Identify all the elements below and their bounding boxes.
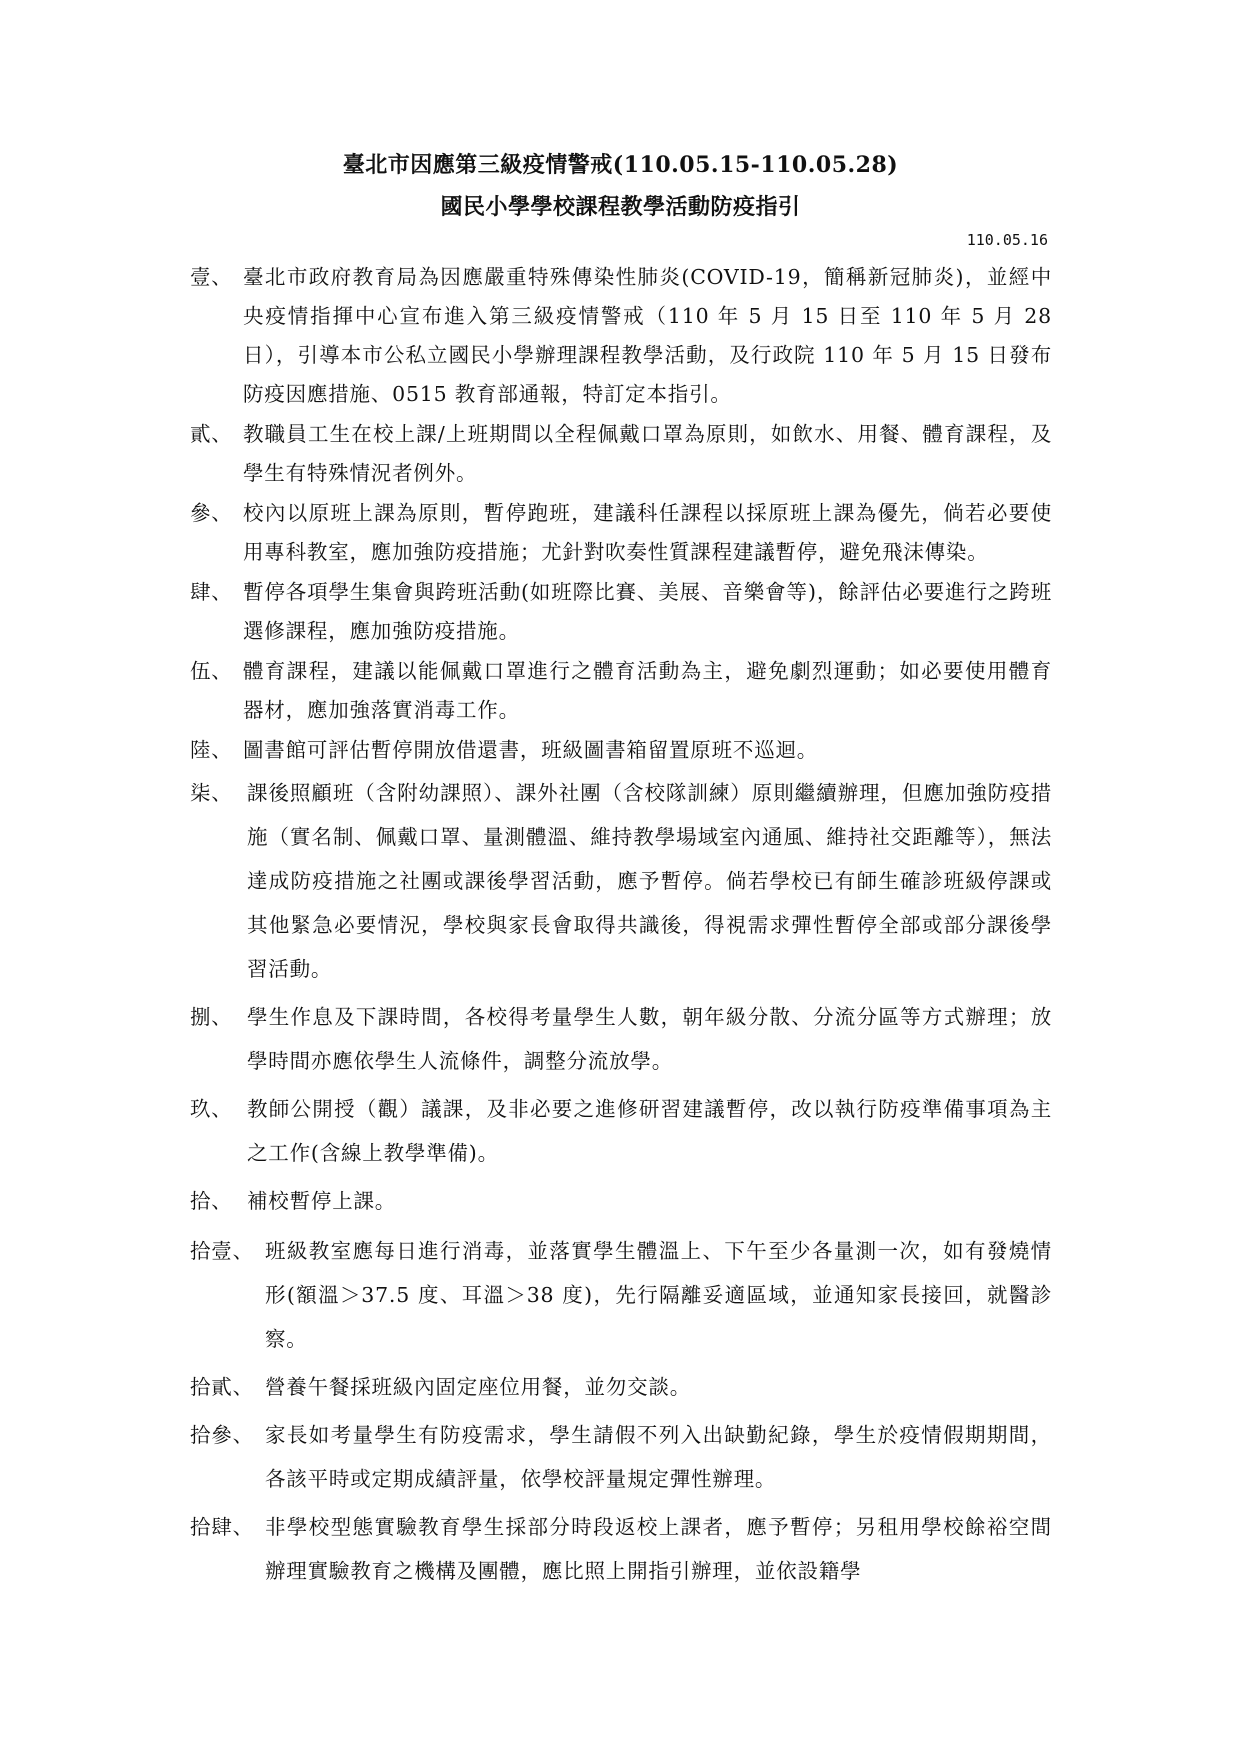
guideline-item xyxy=(190,258,1052,414)
item-number: 參、 xyxy=(190,501,233,525)
document-date: 110.05.16 xyxy=(966,231,1048,249)
item-number: 拾參、 xyxy=(190,1423,254,1447)
item-number: 伍、 xyxy=(190,659,233,683)
item-number: 壹、 xyxy=(190,265,233,289)
item-number: 拾、 xyxy=(190,1189,233,1213)
item-text: 營養午餐採班級內固定座位用餐，並勿交談。 xyxy=(265,1375,691,1399)
document-title: 臺北市因應第三級疫情警戒(110.05.15-110.05.28) xyxy=(342,152,899,178)
item-text: 課後照顧班（含附幼課照）、課外社團（含校隊訓練）原則繼續辦理，但應加強防疫措施（實名制、佩戴口罩、量測體溫、維持教學場域室內通風、維持社交距離等），無法達成防疫措施之社團或課後學習活動，應予暫停。倘若學校已有師生確診班級停課或其他緊急必要情況，學校與家長會取得共識後，得視需求彈性暫停全部或部分課後學習活動。 xyxy=(247,781,1052,981)
guideline-item xyxy=(190,771,1052,991)
guideline-list xyxy=(0,258,1241,1597)
item-number: 玖、 xyxy=(190,1097,233,1121)
document-subtitle: 國民小學學校課程教學活動防疫指引 xyxy=(440,194,801,220)
guideline-item xyxy=(190,415,1052,493)
guideline-item xyxy=(190,1179,1052,1223)
guideline-item xyxy=(190,652,1052,730)
item-text: 教師公開授（觀）議課，及非必要之進修研習建議暫停，改以執行防疫準備事項為主之工作(含線上教學準備)。 xyxy=(247,1097,1052,1165)
item-number: 柒、 xyxy=(190,781,233,805)
item-text: 非學校型態實驗教育學生採部分時段返校上課者，應予暫停；另租用學校餘裕空間辦理實驗教育之機構及團體，應比照上開指引辦理，並依設籍學 xyxy=(265,1515,1052,1583)
item-number: 拾貳、 xyxy=(190,1375,254,1399)
guideline-item xyxy=(190,494,1052,572)
guideline-item xyxy=(190,995,1052,1083)
guideline-item xyxy=(190,1229,1052,1361)
item-text: 補校暫停上課。 xyxy=(247,1189,397,1213)
item-text: 家長如考量學生有防疫需求，學生請假不列入出缺勤紀錄，學生於疫情假期期間，各該平時或定期成績評量，依學校評量規定彈性辦理。 xyxy=(265,1423,1052,1491)
item-number: 陸、 xyxy=(190,738,233,762)
guideline-item xyxy=(190,1087,1052,1175)
guideline-item xyxy=(190,1505,1052,1593)
item-number: 捌、 xyxy=(190,1005,233,1029)
item-text: 臺北市政府教育局為因應嚴重特殊傳染性肺炎(COVID-19，簡稱新冠肺炎)，並經中央疫情指揮中心宣布進入第三級疫情警戒（110 年 5 月 15 日至 110 年 5 月 28 日），引導本市公私立國民小學辦理課程教學活動，及行政院 110 年 5 月 15 日發布防疫因應措施、0515 教育部通報，特訂定本指引。 xyxy=(243,265,1052,406)
item-text: 班級教室應每日進行消毒，並落實學生體溫上、下午至少各量測一次，如有發燒情形(額溫＞37.5 度、耳溫＞38 度)，先行隔離妥適區域，並通知家長接回，就醫診察。 xyxy=(265,1239,1052,1351)
item-text: 體育課程，建議以能佩戴口罩進行之體育活動為主，避免劇烈運動；如必要使用體育器材，應加強落實消毒工作。 xyxy=(243,659,1052,722)
item-number: 拾肆、 xyxy=(190,1515,254,1539)
item-text: 圖書館可評估暫停開放借還書，班級圖書箱留置原班不巡迴。 xyxy=(243,738,819,762)
item-number: 貳、 xyxy=(190,422,233,446)
guideline-item xyxy=(190,1365,1052,1409)
item-text: 暫停各項學生集會與跨班活動(如班際比賽、美展、音樂會等)，餘評估必要進行之跨班選修課程，應加強防疫措施。 xyxy=(243,580,1052,643)
guideline-item xyxy=(190,731,1052,770)
item-text: 教職員工生在校上課/上班期間以全程佩戴口罩為原則，如飲水、用餐、體育課程，及學生有特殊情況者例外。 xyxy=(243,422,1052,485)
guideline-item xyxy=(190,573,1052,651)
item-number: 肆、 xyxy=(190,580,233,604)
guideline-item xyxy=(190,1413,1052,1501)
item-text: 校內以原班上課為原則，暫停跑班，建議科任課程以採原班上課為優先，倘若必要使用專科教室，應加強防疫措施；尤針對吹奏性質課程建議暫停，避免飛沫傳染。 xyxy=(243,501,1052,564)
item-number: 拾壹、 xyxy=(190,1239,254,1263)
item-text: 學生作息及下課時間，各校得考量學生人數，朝年級分散、分流分區等方式辦理；放學時間亦應依學生人流條件，調整分流放學。 xyxy=(247,1005,1052,1073)
